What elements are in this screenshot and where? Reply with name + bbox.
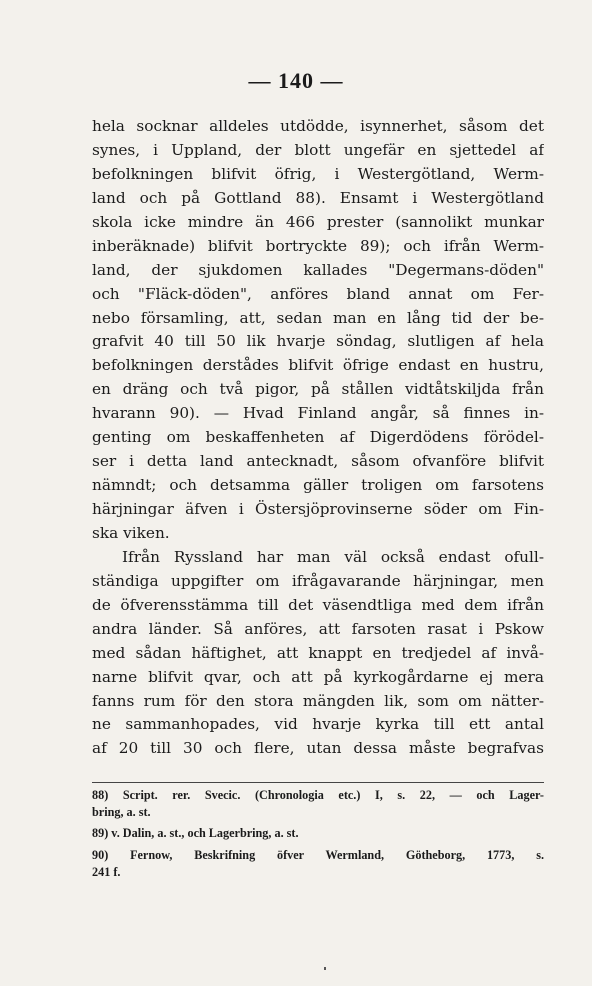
text-line: narne blifvit qvar, och att på kyrkogårdarne ej mera xyxy=(92,667,544,686)
text-line: befolkningen derstådes blifvit öfrige endast en hustru, xyxy=(92,356,544,375)
footnote-line: bring, a. st. xyxy=(92,805,151,820)
text-line: hvarann 90). — Hvad Finland angår, så finnes in- xyxy=(92,404,544,423)
footnote-line: 88) Script. rer. Svecic. (Chronologia etc.) I, s. 22, — och Lager- xyxy=(92,788,544,802)
text-line: skola icke mindre än 466 prester (sannolikt munkar xyxy=(92,212,544,231)
text-line: grafvit 40 till 50 lik hvarje söndag, slutligen af hela xyxy=(92,332,544,351)
text-line: de öfverensstämma till det väsendtliga med dem ifrån xyxy=(92,595,544,614)
text-line: inberäknade) blifvit bortryckte 89); och ifrån Werm- xyxy=(92,236,544,255)
footnotes xyxy=(92,787,544,881)
footnote-line: 241 f. xyxy=(92,864,121,879)
text-line: ser i detta land antecknadt, såsom ofvanföre blifvit xyxy=(92,452,544,471)
footnote-line: 90) Fernow, Beskrifning öfver Wermland, Götheborg, 1773, s. xyxy=(92,847,544,862)
text-line: Ifrån Ryssland har man väl också endast ofull- xyxy=(122,547,544,566)
text-line: med sådan häftighet, att knappt en tredjedel af invå- xyxy=(92,643,544,662)
text-line: andra länder. Så anföres, att farsoten rasat i Pskow xyxy=(92,619,544,638)
text-line: befolkningen blifvit öfrig, i Westergötland, Werm- xyxy=(92,164,544,183)
text-line: härjningar äfven i Östersjöprovinserne söder om Fin- xyxy=(92,500,544,518)
body-text xyxy=(92,115,544,761)
text-line: genting om beskaffenheten af Digerdödens förödel- xyxy=(92,428,544,447)
print-speck xyxy=(324,967,326,970)
text-line: hela socknar alldeles utdödde, isynnerhet, såsom det xyxy=(92,117,544,135)
text-line: nämndt; och detsamma gäller troligen om farsotens xyxy=(92,476,544,495)
text-line: ska viken. xyxy=(92,523,170,542)
text-line: ständiga uppgifter om ifrågavarande härjningar, men xyxy=(92,571,544,590)
text-line: fanns rum för den stora mängden lik, som om nätter- xyxy=(92,691,544,710)
text-line: och "Fläck-döden", anföres bland annat om Fer- xyxy=(92,284,544,303)
text-line: af 20 till 30 och flere, utan dessa måste begrafvas xyxy=(92,739,544,758)
page-number: — 140 — xyxy=(248,68,344,93)
text-line: ne sammanhopades, vid hvarje kyrka till ett antal xyxy=(92,715,544,734)
text-line: en dräng och två pigor, på stållen vidtåtskiljda från xyxy=(92,380,544,399)
text-line: nebo församling, att, sedan man en lång tid der be- xyxy=(92,308,544,327)
footnote-divider xyxy=(92,782,544,783)
footnote-line: 89) v. Dalin, a. st., och Lagerbring, a. st. xyxy=(92,826,299,841)
text-line: land och på Gottland 88). Ensamt i Westergötland xyxy=(92,188,544,207)
text-line: synes, i Uppland, der blott ungefär en sjettedel af xyxy=(92,140,544,159)
text-line: land, der sjukdomen kallades "Degermans-döden" xyxy=(92,260,544,279)
